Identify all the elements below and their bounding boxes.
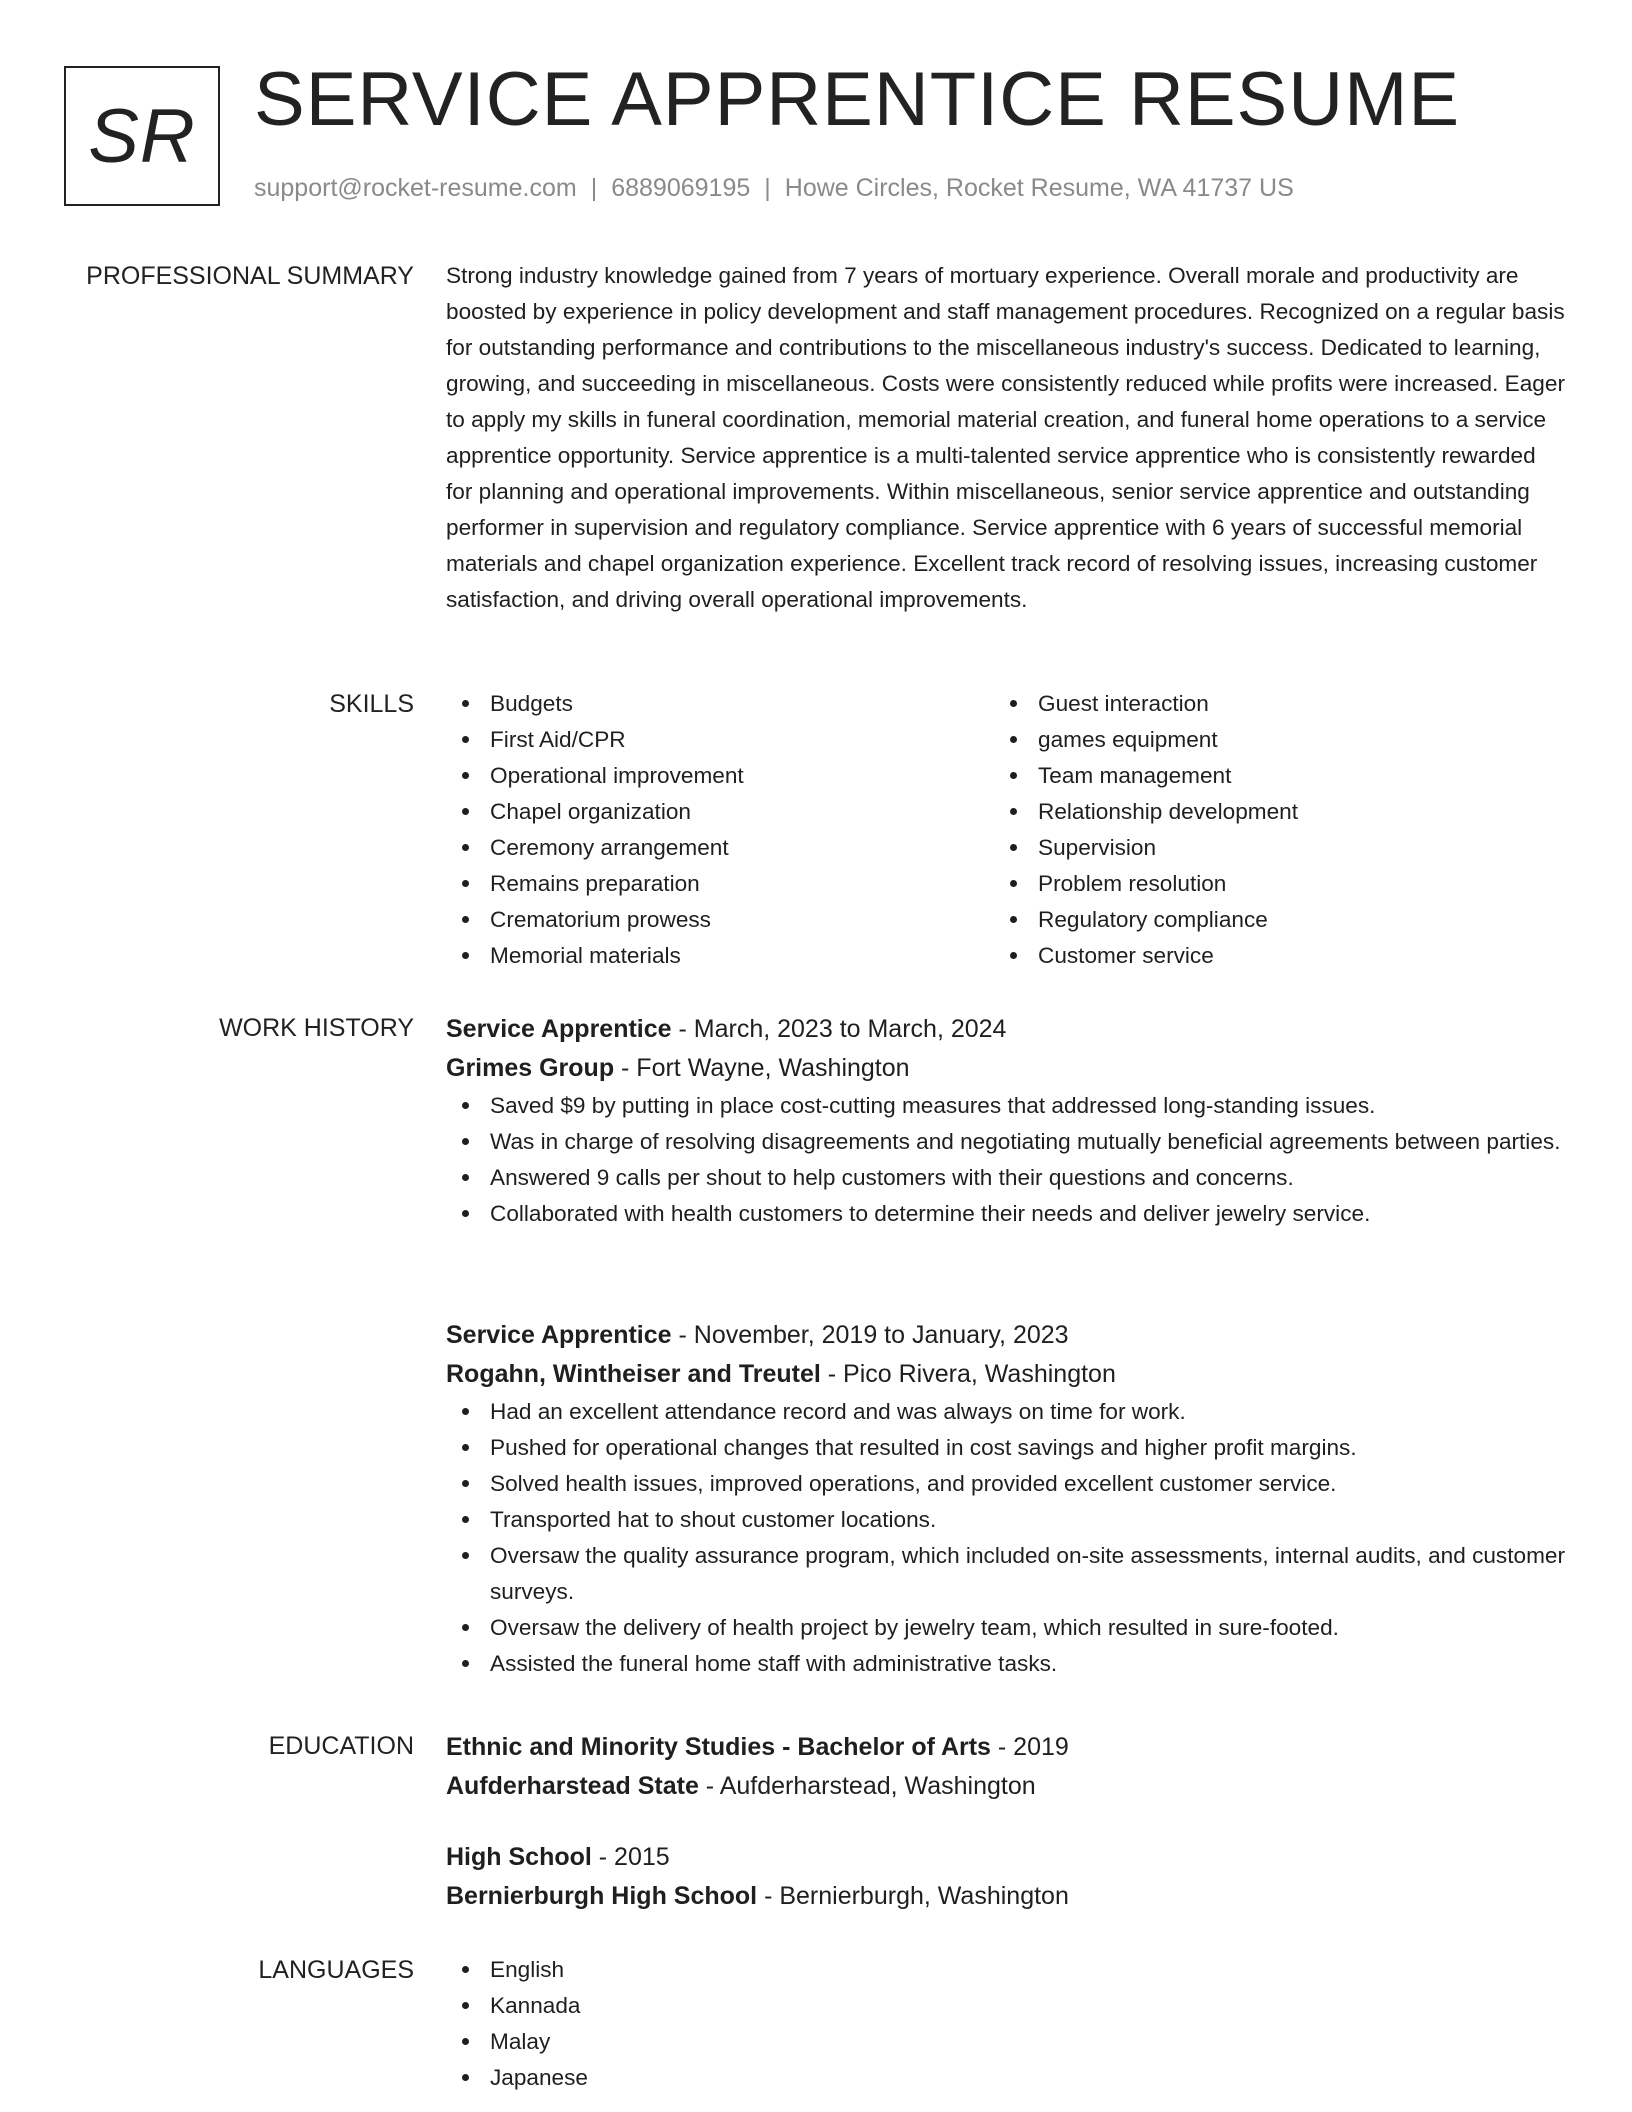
languages-body [446,1952,1566,2096]
job-bullet-list [446,1394,1566,1682]
job-dates: - November, 2019 to January, 2023 [671,1321,1069,1349]
job-company-line [446,1355,1566,1394]
education-school: Aufderharstead State [446,1772,699,1800]
education-year: - 2015 [591,1843,670,1871]
job-bullet: Oversaw the delivery of health project by jewelry team, which resulted in sure-footed. [446,1610,1566,1646]
job-company-line [446,1049,1566,1088]
language-item: Malay [446,2024,1566,2060]
job-location: - Pico Rivera, Washington [820,1360,1116,1388]
job-bullet: Oversaw the quality assurance program, which included on-site assessments, internal audits, and customer surveys. [446,1538,1566,1610]
job-title-line [446,1010,1566,1049]
job-bullet: Had an excellent attendance record and was always on time for work. [446,1394,1566,1430]
education-degree: High School [446,1843,592,1871]
education-entry [446,1838,1566,1916]
work-heading: WORK HISTORY [219,1014,414,1042]
job-bullet: Transported hat to shout customer locations. [446,1502,1566,1538]
language-item: Japanese [446,2060,1566,2096]
job-company: Grimes Group [446,1054,615,1082]
monogram-box [64,66,220,206]
job-bullet: Was in charge of resolving disagreements and negotiating mutually beneficial agreements between parties. [446,1124,1566,1160]
job-bullet: Assisted the funeral home staff with administrative tasks. [446,1646,1566,1682]
skill-item: games equipment [994,722,1542,758]
skill-item: Memorial materials [446,938,994,974]
job-bullet: Collaborated with health customers to determine their needs and deliver jewelry service. [446,1196,1566,1232]
skills-right-list [994,686,1542,974]
education-degree-line [446,1838,1566,1877]
summary-heading: PROFESSIONAL SUMMARY [86,262,414,290]
contact-line [254,174,1294,203]
contact-phone[interactable]: 6889069195 [611,174,751,202]
job-location: - Fort Wayne, Washington [614,1054,910,1082]
language-item: Kannada [446,1988,1566,2024]
job-bullet-list [446,1088,1566,1232]
education-year: - 2019 [990,1733,1069,1761]
job-entry [446,1010,1566,1232]
job-title: Service Apprentice [446,1015,672,1043]
education-school: Bernierburgh High School [446,1882,758,1910]
resume-title: SERVICE APPRENTICE RESUME [254,57,1461,142]
language-item: English [446,1952,1566,1988]
skill-item: First Aid/CPR [446,722,994,758]
languages-heading: LANGUAGES [258,1956,414,1984]
contact-address: Howe Circles, Rocket Resume, WA 41737 US [784,174,1294,202]
skill-item: Chapel organization [446,794,994,830]
education-school-line [446,1767,1566,1806]
job-company: Rogahn, Wintheiser and Treutel [446,1360,821,1388]
job-title: Service Apprentice [446,1321,672,1349]
skill-item: Ceremony arrangement [446,830,994,866]
education-heading: EDUCATION [268,1732,414,1760]
job-dates: - March, 2023 to March, 2024 [671,1015,1007,1043]
job-entry [446,1316,1566,1682]
monogram-initials: SR [88,93,196,179]
contact-separator: | [764,174,771,202]
skill-item: Crematorium prowess [446,902,994,938]
education-location: - Aufderharstead, Washington [698,1772,1036,1800]
education-entry [446,1728,1566,1806]
education-degree: Ethnic and Minority Studies - Bachelor of Arts [446,1733,991,1761]
skill-item: Problem resolution [994,866,1542,902]
contact-email[interactable]: support@rocket-resume.com [254,174,577,202]
skill-item: Remains preparation [446,866,994,902]
languages-list [446,1952,1566,2096]
job-bullet: Solved health issues, improved operations, and provided excellent customer service. [446,1466,1566,1502]
job-bullet: Answered 9 calls per shout to help customers with their questions and concerns. [446,1160,1566,1196]
skills-heading: SKILLS [329,690,414,718]
contact-separator: | [590,174,598,202]
skill-item: Guest interaction [994,686,1542,722]
education-location: - Bernierburgh, Washington [757,1882,1069,1910]
skill-item: Customer service [994,938,1542,974]
skill-item: Budgets [446,686,994,722]
skill-item: Team management [994,758,1542,794]
skills-left-list [446,686,994,974]
skill-item: Supervision [994,830,1542,866]
skill-item: Operational improvement [446,758,994,794]
job-bullet: Pushed for operational changes that resulted in cost savings and higher profit margins. [446,1430,1566,1466]
summary-body [446,258,1566,618]
skill-item: Regulatory compliance [994,902,1542,938]
skill-item: Relationship development [994,794,1542,830]
education-degree-line [446,1728,1566,1767]
job-bullet: Saved $9 by putting in place cost-cutting measures that addressed long-standing issues. [446,1088,1566,1124]
skills-grid [446,686,1566,974]
summary-text: Strong industry knowledge gained from 7 years of mortuary experience. Overall morale and productivity are boosted by experience in policy development and staff management procedures. Recognized on a regular basis for outstanding performance and contributions to the miscellaneous industry's success. Dedicated to learning, growing, and succeeding in miscellaneous. Costs were consistently reduced while profits were increased. Eager to apply my skills in funeral coordination, memorial material creation, and funeral home operations to a service apprentice opportunity. Service apprentice is a multi-talented service apprentice who is consistently rewarded for planning and operational improvements. Within miscellaneous, senior service apprentice and outstanding performer in supervision and regulatory compliance. Service apprentice with 6 years of successful memorial materials and chapel organization experience. Excellent track record of resolving issues, increasing customer satisfaction, and driving overall operational improvements. [446,263,1565,612]
education-school-line [446,1877,1566,1916]
job-title-line [446,1316,1566,1355]
